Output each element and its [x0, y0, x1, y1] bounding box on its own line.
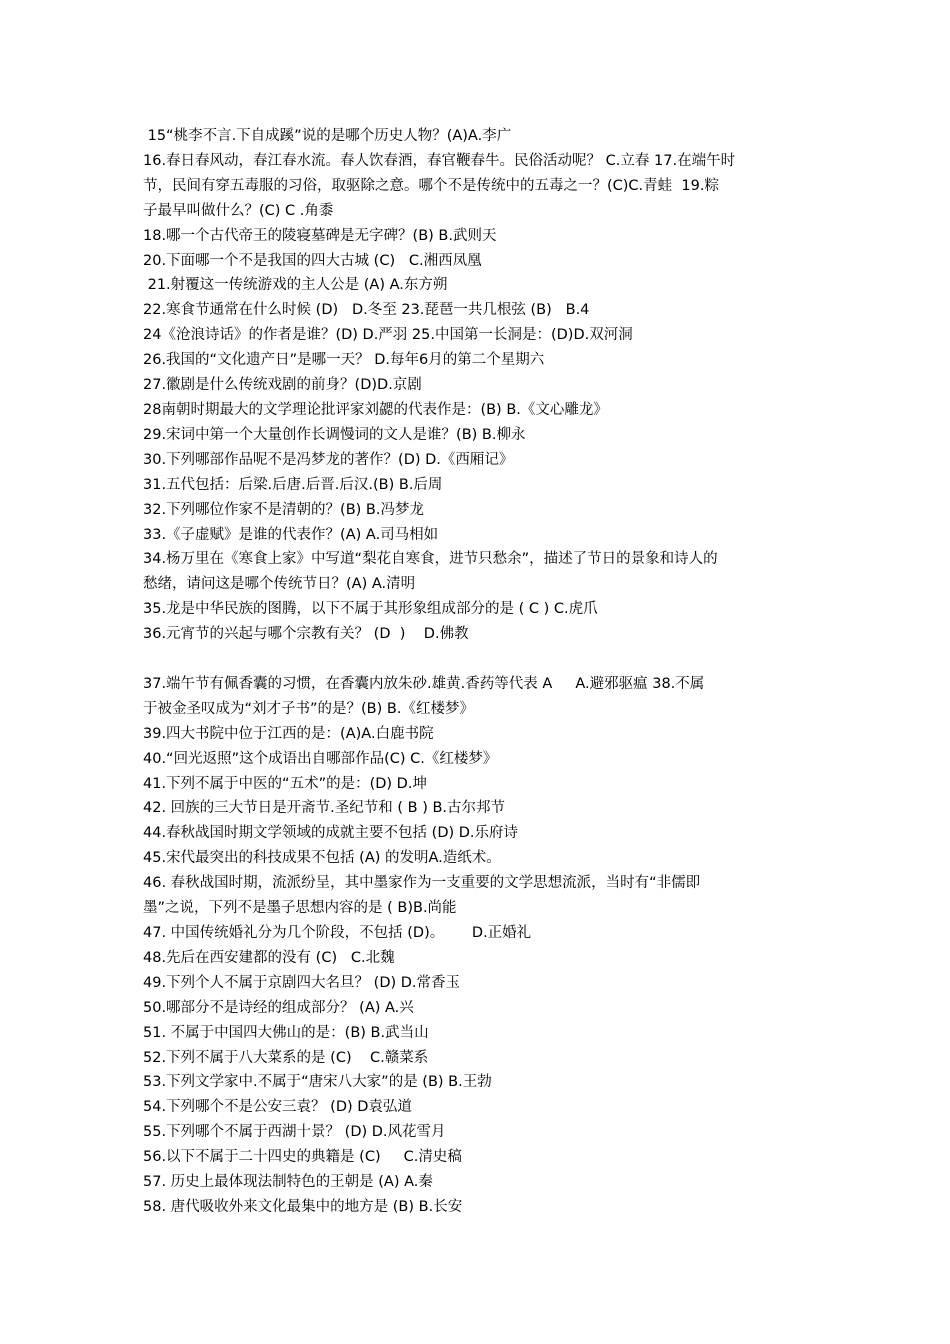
text-line: 44.春秋战国时期文学领域的成就主要不包括 (D) D.乐府诗: [143, 825, 519, 842]
blank-line: [143, 647, 813, 672]
text-line: 55.下列哪个不属于西湖十景？ (D) D.风花雪月: [143, 1124, 446, 1141]
text-line: 40.“回光返照”这个成语出自哪部作品(C) C.《红楼梦》: [143, 750, 498, 767]
text-line: 37.端午节有佩香囊的习惯，在香囊内放朱砂.雄黄.香药等代表 A A.避邪驱瘟 38.不属: [143, 675, 705, 692]
text-line: 58. 唐代吸收外来文化最集中的地方是 (B) B.长安: [143, 1198, 463, 1215]
text-line: 18.哪一个古代帝王的陵寝墓碑是无字碑？(B) B.武则天: [143, 227, 497, 244]
text-line: 34.杨万里在《寒食上家》中写道“梨花自寒食，进节只愁余”，描述了节日的景象和诗人的: [143, 551, 718, 568]
text-line: 36.元宵节的兴起与哪个宗教有关？ (D ) D.佛教: [143, 626, 469, 643]
text-line: 39.四大书院中位于江西的是：(A)A.白鹿书院: [143, 725, 434, 742]
text-line: 49.下列个人不属于京剧四大名旦？ (D) D.常香玉: [143, 974, 461, 991]
text-line: 54.下列哪个不是公安三袁？ (D) D袁弘道: [143, 1099, 412, 1116]
text-line: 27.徽剧是什么传统戏剧的前身？(D)D.京剧: [143, 377, 422, 394]
text-line: 41.下列不属于中医的“五术”的是：(D) D.坤: [143, 775, 427, 792]
text-line: 48.先后在西安建都的没有 (C) C.北魏: [143, 949, 395, 966]
text-line: 57. 历史上最体现法制特色的王朝是 (A) A.秦: [143, 1174, 433, 1191]
text-line: 47. 中国传统婚礼分为几个阶段，不包括 (D)。 D.正婚礼: [143, 924, 532, 941]
text-line: 31.五代包括：后梁.后唐.后晋.后汉.(B) B.后周: [143, 476, 443, 493]
text-line: 35.龙是中华民族的图腾，以下不属于其形象组成部分的是 ( C ) C.虎爪: [143, 601, 598, 618]
text-line: 20.下面哪一个不是我国的四大古城 (C) C.湘西凤凰: [143, 252, 482, 269]
text-line: 52.下列不属于八大菜系的是 (C) C.赣菜系: [143, 1049, 429, 1066]
text-line: 51. 不属于中国四大佛山的是：(B) B.武当山: [143, 1024, 429, 1041]
text-line: 16.春日春风动，春江春水流。春人饮春酒，春官鞭春牛。民俗活动呢？ C.立春 17.在端午时: [143, 152, 736, 169]
text-line: 29.宋词中第一个大量创作长调慢词的文人是谁？(B) B.柳永: [143, 426, 526, 443]
text-line: 15“桃李不言.下自成蹊”说的是哪个历史人物？(A)A.李广: [143, 128, 512, 144]
text-line: 45.宋代最突出的科技成果不包括 (A) 的发明A.造纸术。: [143, 850, 501, 867]
text-line: 50.哪部分不是诗经的组成部分？ (A) A.兴: [143, 999, 414, 1016]
text-line: 24《沧浪诗话》的作者是谁？(D) D.严羽 25.中国第一长洞是：(D)D.双河洞: [143, 327, 633, 344]
text-line: 46. 春秋战国时期，流派纷呈，其中墨家作为一支重要的文学思想流派，当时有“非儒即: [143, 875, 701, 892]
text-line: 愁绪，请问这是哪个传统节日？(A) A.清明: [143, 576, 416, 593]
text-line: 30.下列哪部作品呢不是冯梦龙的著作？(D) D.《西厢记》: [143, 451, 514, 468]
text-line: 42. 回族的三大节日是开斋节.圣纪节和 ( B ) B.古尔邦节: [143, 800, 506, 817]
document-body: [143, 124, 813, 1220]
text-line: 53.下列文学家中.不属于“唐宋八大家”的是 (B) B.王勃: [143, 1074, 492, 1091]
text-line: 56.以下不属于二十四史的典籍是 (C) C.清史稿: [143, 1149, 462, 1166]
text-line: 22.寒食节通常在什么时候 (D) D.冬至 23.琵琶一共几根弦 (B) B.4: [143, 302, 590, 319]
text-line: 28南朝时期最大的文学理论批评家刘勰的代表作是：(B) B.《文心雕龙》: [143, 401, 608, 418]
text-line: 墨”之说，下列不是墨子思想内容的是 ( B)B.尚能: [143, 900, 457, 917]
text-line: 节，民间有穿五毒服的习俗，取驱除之意。哪个不是传统中的五毒之一？(C)C.青蛙 19.粽: [143, 177, 719, 194]
text-line: 21.射覆这一传统游戏的主人公是 (A) A.东方朔: [143, 277, 448, 294]
text-line: 32.下列哪位作家不是清朝的？(B) B.冯梦龙: [143, 501, 424, 518]
text-line: 33.《子虚赋》是谁的代表作？(A) A.司马相如: [143, 526, 439, 543]
text-line: 子最早叫做什么？(C) C .角黍: [143, 202, 334, 219]
text-line: 26.我国的“文化遗产日”是哪一天？ D.每年6月的第二个星期六: [143, 352, 545, 369]
text-line: 于被金圣叹成为“刘才子书”的是？(B) B.《红楼梦》: [143, 700, 474, 717]
